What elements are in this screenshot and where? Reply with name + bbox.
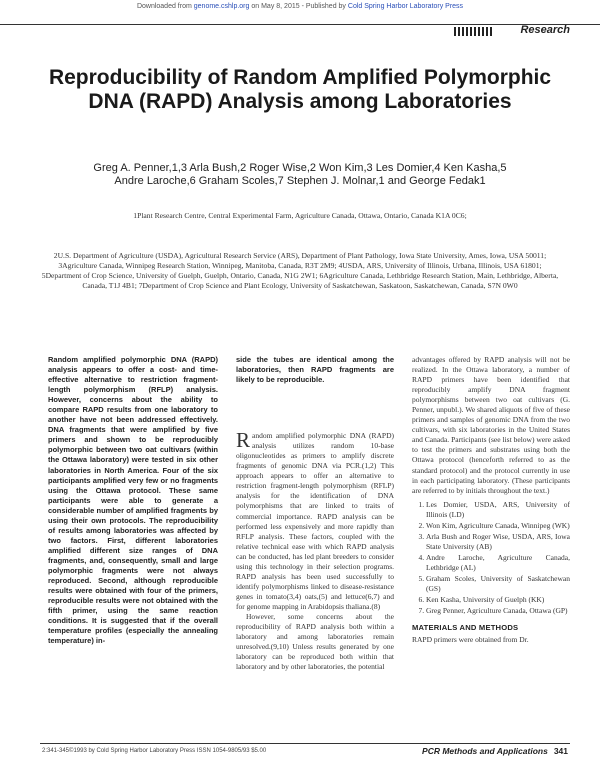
publisher-link[interactable]: Cold Spring Harbor Laboratory Press	[347, 3, 464, 10]
participant-item: 2. Won Kim, Agriculture Canada, Winnipeg (WK)	[426, 521, 570, 531]
page-number: 341	[553, 746, 568, 756]
drop-cap: R	[236, 428, 251, 453]
column-two	[236, 355, 394, 672]
participant-item: 3. Arla Bush and Roger Wise, USDA, ARS, Iowa State University (AB)	[426, 532, 570, 552]
journal-name: PCR Methods and Applications	[422, 746, 548, 756]
column-three	[412, 355, 570, 645]
affiliation-list: 2U.S. Department of Agriculture (USDA), Agricultural Research Service (ARS), Department of Plant Pathology, Iowa State University, Ames, Iowa, USA 50011; 3Agriculture Canada, Winnipeg Research Station, Winnipeg, Manitoba, Canada, R3T 2M9; 4USDA, ARS, University of Illinois, Urbana, Illinois, USA 61801; 5Department of Crop Science, University of Guelph, Guelph, Ontario, Canada, N1G 2W1; 6Agriculture Canada, Lethbridge Research Station, Main, Lethbridge, Alberta, Canada, T1J 4B1; 7Department of Crop Science and Plant Ecology, University of Saskatchewan, Saskatoon, Saskatchewan, Canada, S7N 0W0	[41, 251, 559, 290]
participant-list	[412, 500, 570, 617]
methods-heading: MATERIALS AND METHODS	[412, 623, 519, 633]
section-bars-decoration	[454, 27, 494, 36]
affiliation-primary: 1Plant Research Centre, Central Experimental Farm, Agriculture Canada, Ottawa, Ontario, Canada K1A 0C6;	[133, 211, 467, 220]
methods-start: RAPD primers were obtained from Dr.	[412, 635, 529, 645]
article-title: Reproducibility of Random Amplified Polymorphic DNA (RAPD) Analysis among Laboratories	[48, 66, 552, 113]
section-header	[0, 24, 600, 37]
authors-line-2: Andre Laroche,6 Graham Scoles,7 Stephen J. Molnar,1 and George Fedak1	[114, 175, 486, 187]
download-notice: Downloaded from genome.cshlp.org on May 8, 2015 - Published by Cold Spring Harbor Laboratory Press	[136, 3, 464, 10]
participant-item: 4. Andre Laroche, Agriculture Canada, Lethbridge (AL)	[426, 553, 570, 573]
authors-line-1: Greg A. Penner,1,3 Arla Bush,2 Roger Wise,2 Won Kim,3 Les Domier,4 Ken Kasha,5	[93, 162, 507, 174]
participant-item: 5. Graham Scoles, University of Saskatchewan (GS)	[426, 574, 570, 594]
abstract-text: Random amplified polymorphic DNA (RAPD) analysis appears to offer a cost- and time-effective alternative to restriction fragment-length polymorphism (RFLP) analysis. However, concerns about the ability to compare RAPD results from one laboratory to another have not been addressed effectively. DNA fragments that were amplified by five primers and shown to be reproducibly polymorphic between two oat cultivars (within the Ottawa laboratory) were tested in six other laboratories in North America. Four of the six participants amplified very few or no fragments using the Ottawa protocol. These same participants were able to generate a considerable number of amplified fragments by using their own protocols. The reproducibility of results among laboratories was affected by two factors. First, different laboratories amplified different size ranges of DNA fragments, and, consequently, small and large polymorphic fragments were not always reproduced. Second, although reproducible results were obtained with four of the primers, reproducible results were not obtained with the fifth primer, using the same reaction conditions. It is suggested that if the overall temperature profiles (especially the annealing temperature) in-	[48, 355, 218, 646]
intro-paragraph-2: However, some concerns about the reproducibility of RAPD analysis both within a laboratory and among laboratories remain unresolved.(9,10) Unless results generated by one laboratory can be reproduced both within that laboratory and by other laboratories, the potential	[236, 611, 394, 672]
footer-divider	[40, 743, 570, 744]
footer-journal	[422, 746, 568, 756]
section-label: Research	[520, 24, 570, 36]
intro-paragraph-1: Random amplified polymorphic DNA (RAPD) analysis utilizes random 10-base oligonucleotides as primers to amplify discrete fragments of genomic DNA via PCR.(1,2) This approach appears to offer an alternative to restriction fragment-length polymorphism (RFLP) analysis for the identification of DNA polymorphisms that are linked to traits of commercial importance. RAPD analysis can be performed less expensively and more rapidly than RFLP analysis. These factors, coupled with the relative technical ease with which RAPD analysis can be conducted, has led plant breeders to consider using this technology in their selection programs. RAPD analysis has been used successfully to identify polymorphisms linked to disease-resistance genes in tomato(3,4) oats,(5) and lettuce(6,7) and for genome mapping in Arabidopsis thaliana.(8)	[236, 428, 394, 611]
participant-item: 1. Les Domier, USDA, ARS, University of Illinois (LD)	[426, 500, 570, 520]
abstract-continued: side the tubes are identical among the laboratories, then RAPD fragments are likely to be reproducible.	[236, 355, 394, 385]
participant-item: 7. Greg Penner, Agriculture Canada, Ottawa (GP)	[426, 606, 570, 616]
participant-item: 6. Ken Kasha, University of Guelph (KK)	[426, 595, 570, 605]
footer-citation: 2:341-345©1993 by Cold Spring Harbor Laboratory Press ISSN 1054-9805/93 $5.00	[42, 748, 267, 754]
col3-paragraph: advantages offered by RAPD analysis will not be realized. In the Ottawa laboratory, a number of RAPD primers have been identified that reproducibly amplify DNA fragment polymorphisms between two oat cultivars (G. Penner, unpubl.). We shared aliquots of five of these primers and samples of genomic DNA from the two cultivars, with six laboratories in the United States and Canada. Participants (see list below) were asked to test the primers and substrates using both the Ottawa protocol (henceforth referred to as the standard protocol) and the protocol currently in use in each participating laboratory. (These participants are referred to by initials throughout the text.)	[412, 355, 570, 495]
author-list	[40, 162, 560, 188]
genome-site-link[interactable]: genome.cshlp.org	[193, 3, 250, 10]
